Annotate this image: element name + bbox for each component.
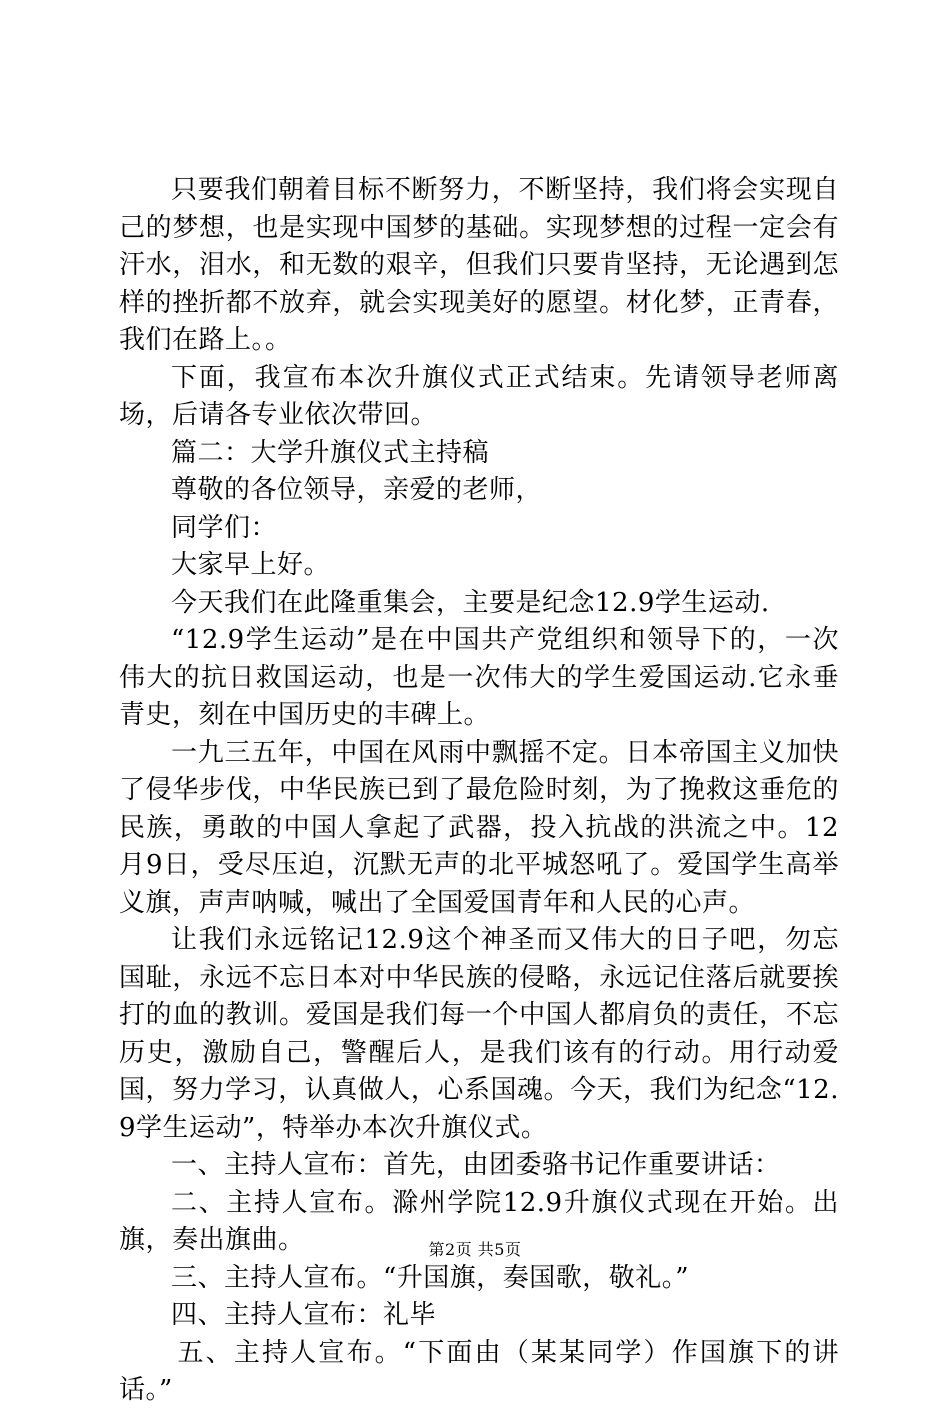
paragraph: 二、主持人宣布。滁州学院12.9升旗仪式现在开始。出旗，奏出旗曲。 [119, 1187, 839, 1255]
paragraph: 同学们： [171, 512, 278, 543]
paragraph: 一、主持人宣布：首先，由团委骆书记作重要讲话： [171, 1150, 781, 1180]
paragraph: 今天我们在此隆重集会，主要是纪念12.9学生运动. [171, 587, 770, 618]
paragraph: 只要我们朝着目标不断努力，不断坚持，我们将会实现自己的梦想，也是实现中国梦的基础。实现梦想的过程一定会有汗水，泪水，和无数的艰辛，但我们只要肯坚持，无论遇到怎样的挫折都不放弃，就会实现美好的愿望。材化梦，正青春，我们在路上。。 [119, 175, 839, 355]
paragraph: “12.9学生运动”是在中国共产党组织和领导下的，一次伟大的抗日救国运动，也是一次伟大的学生爱国运动.它永垂青史，刻在中国历史的丰碑上。 [119, 625, 839, 730]
paragraph: 四、主持人宣布：礼毕 [171, 1300, 437, 1330]
paragraph: 让我们永远铭记12.9这个神圣而又伟大的日子吧，勿忘国耻，永远不忘日本对中华民族的侵略，永远记住落后就要挨打的血的教训。爱国是我们每一个中国人都肩负的责任，不忘历史，激励自己，警醒后人，是我们该有的行动。用行动爱国，努力学习，认真做人，心系国魂。今天，我们为纪念“12.9学生运动”，特举办本次升旗仪式。 [119, 925, 839, 1143]
section-heading: 篇二：大学升旗仪式主持稿 [171, 437, 490, 468]
paragraph: 五、主持人宣布。“下面由（某某同学）作国旗下的讲话。” [119, 1337, 839, 1405]
document-body [119, 172, 839, 1410]
paragraph: 三、主持人宣布。“升国旗，奏国歌，敬礼。” [171, 1262, 690, 1293]
page-footer [0, 1240, 950, 1260]
paragraph: 一九三五年，中国在风雨中飘摇不定。日本帝国主义加快了侵华步伐，中华民族已到了最危险时刻，为了挽救这垂危的民族，勇敢的中国人拿起了武器，投入抗战的洪流之中。12月9日，受尽压迫，沉默无声的北平城怒吼了。爱国学生高举义旗，声声呐喊，喊出了全国爱国青年和人民的心声。 [119, 737, 839, 918]
page-number-label: 第2页 共5页 [428, 1240, 522, 1259]
paragraph: 尊敬的各位领导，亲爱的老师， [171, 475, 543, 505]
paragraph: 下面，我宣布本次升旗仪式正式结束。先请领导老师离场，后请各专业依次带回。 [119, 362, 839, 430]
paragraph: 大家早上好。 [171, 550, 331, 580]
